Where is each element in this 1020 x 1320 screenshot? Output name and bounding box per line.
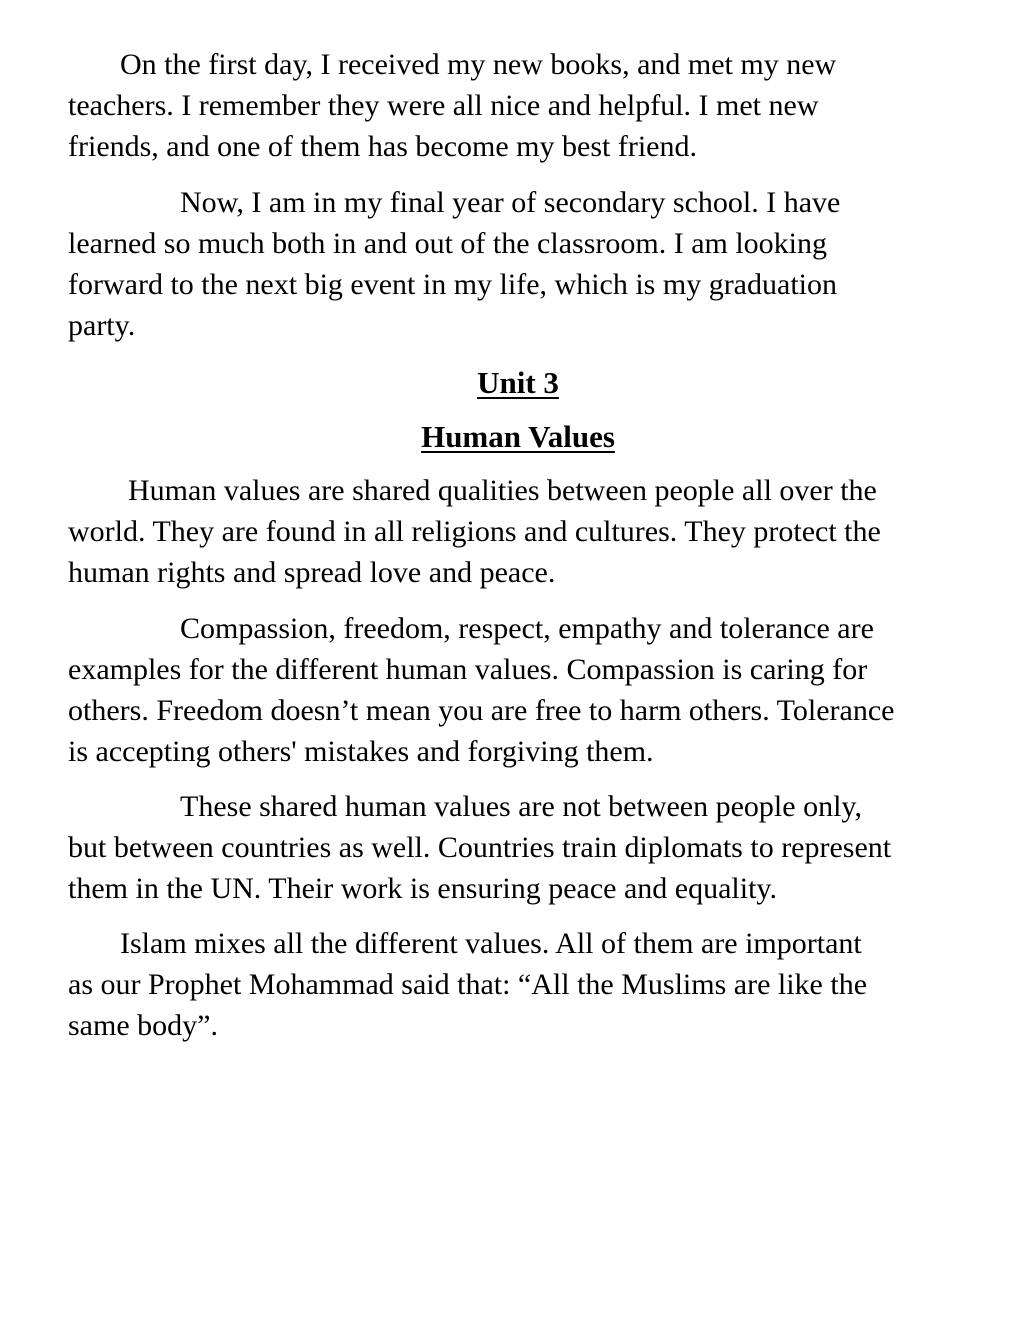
paragraph-line: These shared human values are not between people only, (180, 790, 862, 823)
paragraph-line: friends, and one of them has become my best friend. (68, 130, 697, 163)
paragraph-line: same body”. (68, 1009, 218, 1042)
paragraph-line: forward to the next big event in my life, which is my graduation (68, 268, 837, 301)
paragraph-line: On the first day, I received my new books, and met my new (120, 48, 837, 81)
unit-title-heading: Human Values (421, 419, 615, 454)
paragraph-line: others. Freedom doesn’t mean you are free to harm others. Tolerance (68, 694, 895, 727)
paragraph-line: human rights and spread love and peace. (68, 556, 556, 589)
paragraph-line: party. (68, 309, 136, 342)
paragraph-countries (68, 786, 998, 909)
paragraph-final-year (68, 182, 998, 346)
paragraph-line: but between countries as well. Countries train diplomats to represent (68, 831, 892, 864)
paragraph-line: Now, I am in my final year of secondary school. I have (180, 186, 841, 219)
paragraph-human-values-intro (68, 470, 998, 593)
paragraph-line: is accepting others' mistakes and forgiving them. (68, 735, 654, 768)
paragraph-line: examples for the different human values. Compassion is caring for (68, 653, 868, 686)
unit-number-heading: Unit 3 (477, 365, 559, 400)
paragraph-line: Islam mixes all the different values. All of them are important (120, 927, 862, 960)
paragraph-line: them in the UN. Their work is ensuring peace and equality. (68, 872, 777, 905)
paragraph-line: teachers. I remember they were all nice and helpful. I met new (68, 89, 819, 122)
paragraph-islam (68, 923, 998, 1046)
paragraph-value-examples (68, 608, 998, 772)
paragraph-line: as our Prophet Mohammad said that: “All the Muslims are like the (68, 968, 868, 1001)
paragraph-line: learned so much both in and out of the classroom. I am looking (68, 227, 828, 260)
paragraph-line: Compassion, freedom, respect, empathy and tolerance are (180, 612, 874, 645)
paragraph-line: world. They are found in all religions and cultures. They protect the (68, 515, 881, 548)
paragraph-line: Human values are shared qualities between people all over the (128, 474, 877, 507)
paragraph-first-day (68, 44, 998, 167)
